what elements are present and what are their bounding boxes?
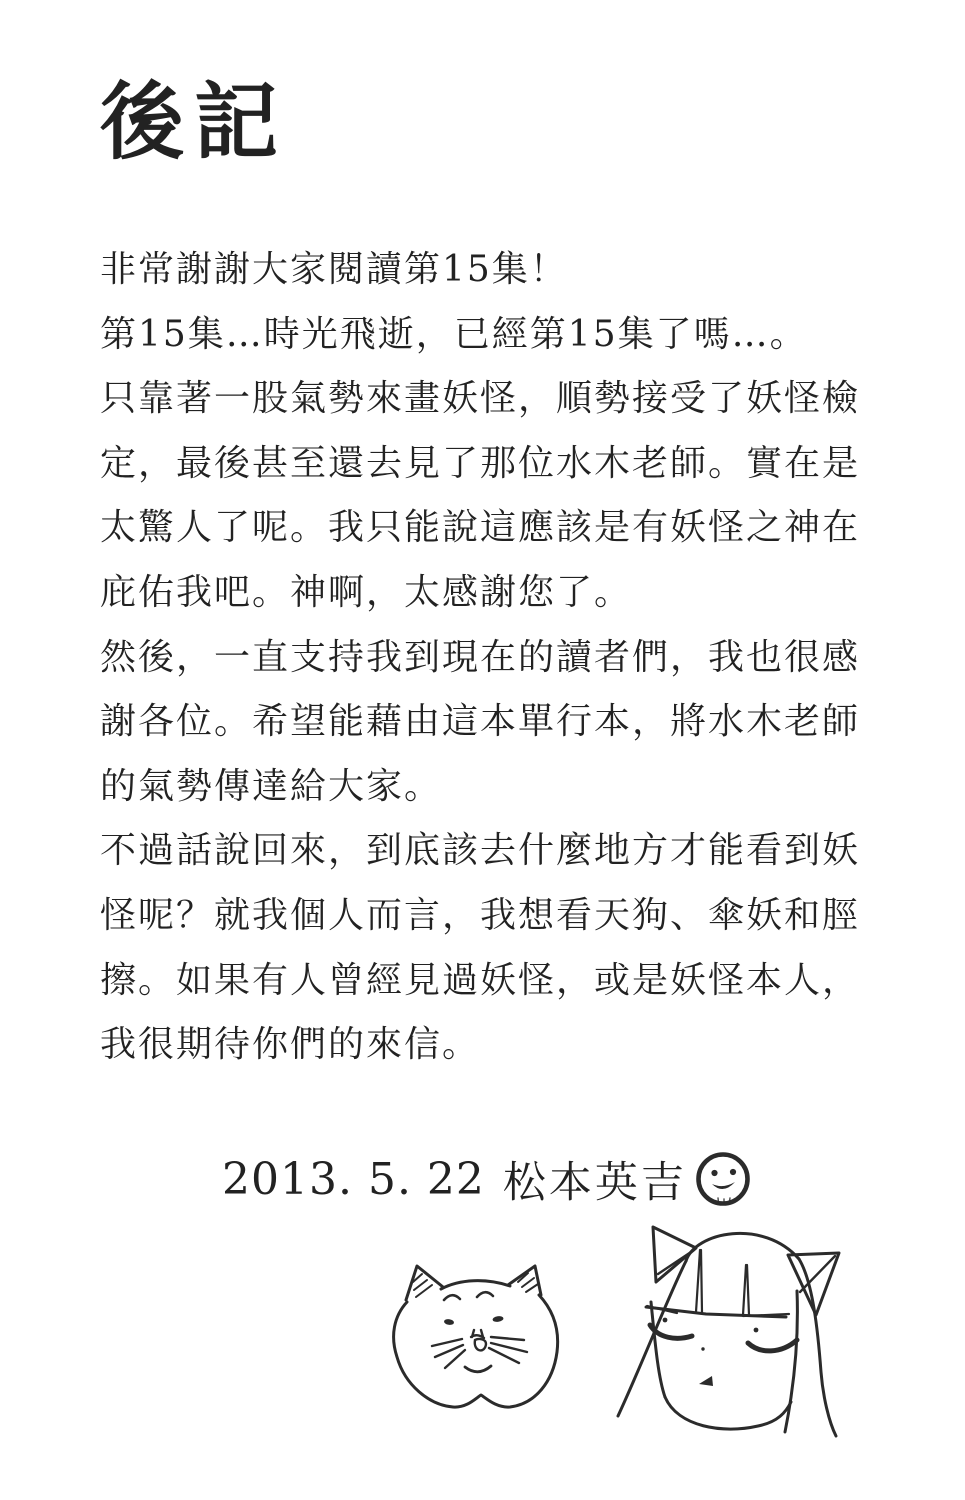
paragraph-line: 擦。如果有人曾經見過妖怪，或是妖怪本人， <box>100 959 861 1001</box>
paragraph-line: 然後，一直支持我到現在的讀者們，我也很感 <box>100 636 861 678</box>
afterword-body <box>100 238 880 1078</box>
paragraph-line: 不過話說回來，到底該去什麼地方才能看到妖 <box>100 830 861 872</box>
page-title: 後記 <box>100 72 289 171</box>
paragraph-line: 太驚人了呢。我只能說這應該是有妖怪之神在 <box>100 507 861 549</box>
cat-ear-girl-illustration <box>603 1212 853 1447</box>
paragraph-line: 庇佑我吧。神啊，太感謝您了。 <box>100 571 633 613</box>
signature-name: 松本英吉 <box>502 1157 687 1208</box>
paragraph-line: 定，最後甚至還去見了那位水木老師。實在是 <box>100 442 861 484</box>
paragraph-line: 非常謝謝大家閱讀第15集！ <box>100 249 568 290</box>
paragraph-line: 謝各位。希望能藉由這本單行本，將水木老師 <box>100 701 861 743</box>
paragraph-line: 怪呢？就我個人而言，我想看天狗、傘妖和脛 <box>100 894 861 936</box>
paragraph-line: 我很期待你們的來信。 <box>100 1024 481 1066</box>
paragraph-line: 第15集…時光飛逝，已經第15集了嗎…。 <box>100 313 808 355</box>
paragraph-line: 只靠著一股氣勢來畫妖怪，順勢接受了妖怪檢 <box>100 378 861 420</box>
paragraph-line: 的氣勢傳達給大家。 <box>100 765 443 807</box>
cat-doodle-illustration <box>388 1260 563 1420</box>
smiley-face-icon <box>693 1148 755 1210</box>
signature <box>222 1146 755 1212</box>
signature-date: 2013. 5. 22 <box>222 1153 485 1205</box>
